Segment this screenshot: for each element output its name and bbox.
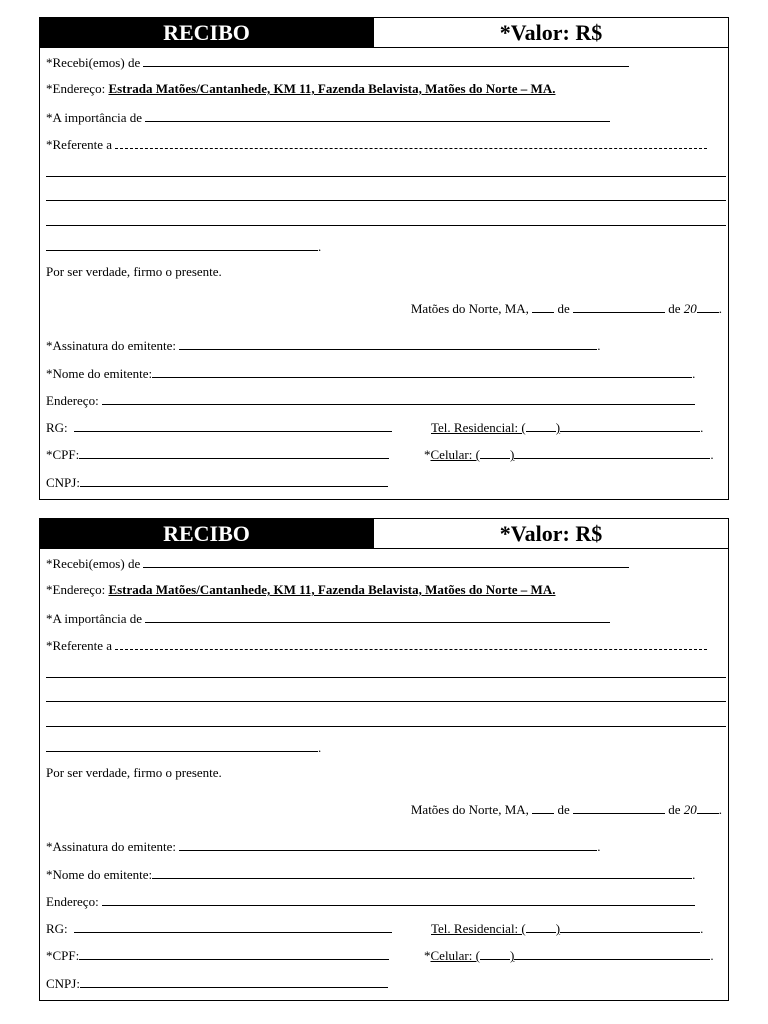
nome-field[interactable] <box>152 365 692 378</box>
importancia-label: *A importância de <box>46 110 143 125</box>
cnpj-label: CNPJ: <box>46 976 80 991</box>
cnpj-row <box>46 975 388 992</box>
assinatura-label: *Assinatura do emitente: <box>46 839 176 854</box>
paren-close: ) <box>509 447 515 462</box>
assinatura-row <box>46 838 600 855</box>
de-label-2: de <box>668 301 681 316</box>
endereco-value: Estrada Matões/Cantanhede, KM 11, Fazenda Belavista, Matões do Norte – MA. <box>108 81 556 96</box>
importancia-row <box>46 109 610 126</box>
endereco-value: Estrada Matões/Cantanhede, KM 11, Fazenda Belavista, Matões do Norte – MA. <box>108 582 556 597</box>
cnpj-field[interactable] <box>80 975 388 988</box>
referente-field[interactable] <box>115 637 707 650</box>
period: . <box>318 239 322 254</box>
referente-field[interactable] <box>115 136 707 149</box>
cnpj-label: CNPJ: <box>46 475 80 490</box>
cpf-row <box>46 446 389 463</box>
endereco-row <box>46 582 555 598</box>
verdade-text: Por ser verdade, firmo o presente. <box>46 765 222 780</box>
assinatura-field[interactable] <box>179 337 597 350</box>
period: . <box>692 867 696 882</box>
referente-last-row <box>46 238 321 255</box>
de-label-1: de <box>557 802 570 817</box>
assinatura-label: *Assinatura do emitente: <box>46 338 176 353</box>
cel-ddd-field[interactable] <box>480 446 510 459</box>
recebi-field[interactable] <box>143 555 629 568</box>
referente-line-4[interactable] <box>46 238 318 251</box>
referente-line-3[interactable] <box>46 726 726 727</box>
receipt-header <box>40 18 728 48</box>
cpf-label: *CPF: <box>46 948 80 963</box>
tel-label: Tel. Residencial: ( <box>431 921 526 936</box>
receipt-header <box>40 519 728 549</box>
year-prefix: 20 <box>683 802 697 817</box>
cel-label: Celular: ( <box>430 948 480 963</box>
assinatura-field[interactable] <box>179 838 597 851</box>
endereco2-field[interactable] <box>102 392 695 405</box>
referente-line-2[interactable] <box>46 701 726 702</box>
endereco2-label: Endereço: <box>46 894 99 909</box>
rg-field[interactable] <box>74 419 392 432</box>
period: . <box>597 338 601 353</box>
referente-line-1[interactable] <box>46 176 726 177</box>
tel-ddd-field[interactable] <box>526 419 556 432</box>
importancia-field[interactable] <box>145 610 610 623</box>
referente-label: *Referente a <box>46 137 113 152</box>
receipt-title: RECIBO <box>40 519 373 548</box>
cnpj-field[interactable] <box>80 474 388 487</box>
local-data-row <box>411 300 722 317</box>
rg-row <box>46 920 392 937</box>
period: . <box>700 921 704 936</box>
recebi-label: *Recebi(emos) de <box>46 55 141 70</box>
cel-ddd-field[interactable] <box>480 947 510 960</box>
valor-label: *Valor: R$ <box>373 18 728 47</box>
nome-label: *Nome do emitente: <box>46 867 153 882</box>
endereco-label: *Endereço: <box>46 81 106 96</box>
endereco2-row <box>46 893 695 910</box>
rg-row <box>46 419 392 436</box>
recebi-label: *Recebi(emos) de <box>46 556 141 571</box>
period: . <box>597 839 601 854</box>
receipt-2 <box>39 518 729 1001</box>
period: . <box>710 447 714 462</box>
cpf-row <box>46 947 389 964</box>
tel-ddd-field[interactable] <box>526 920 556 933</box>
local-data-row <box>411 801 722 818</box>
referente-row <box>46 637 707 654</box>
cpf-label: *CPF: <box>46 447 80 462</box>
recebi-field[interactable] <box>143 54 629 67</box>
importancia-label: *A importância de <box>46 611 143 626</box>
referente-last-row <box>46 739 321 756</box>
rg-field[interactable] <box>74 920 392 933</box>
recebi-row <box>46 555 629 572</box>
nome-row <box>46 866 695 883</box>
rg-label: RG: <box>46 921 68 936</box>
receipt-title: RECIBO <box>40 18 373 47</box>
day-field[interactable] <box>532 300 554 313</box>
period: . <box>718 301 722 316</box>
recebi-row <box>46 54 629 71</box>
tel-number-field[interactable] <box>560 419 700 432</box>
day-field[interactable] <box>532 801 554 814</box>
valor-label: *Valor: R$ <box>373 519 728 548</box>
nome-field[interactable] <box>152 866 692 879</box>
referente-row <box>46 136 707 153</box>
cel-number-field[interactable] <box>514 947 710 960</box>
tel-row <box>431 920 703 937</box>
cel-row <box>424 446 714 463</box>
paren-close: ) <box>555 921 561 936</box>
referente-line-4[interactable] <box>46 739 318 752</box>
paren-close: ) <box>555 420 561 435</box>
local-label: Matões do Norte, MA, <box>410 301 529 316</box>
de-label-2: de <box>668 802 681 817</box>
de-label-1: de <box>557 301 570 316</box>
tel-number-field[interactable] <box>560 920 700 933</box>
cpf-field[interactable] <box>79 947 389 960</box>
endereco-row <box>46 81 555 97</box>
cel-label: Celular: ( <box>430 447 480 462</box>
referente-label: *Referente a <box>46 638 113 653</box>
cnpj-row <box>46 474 388 491</box>
cel-asterisk: * <box>424 948 431 963</box>
referente-line-3[interactable] <box>46 225 726 226</box>
cpf-field[interactable] <box>79 446 389 459</box>
endereco2-label: Endereço: <box>46 393 99 408</box>
importancia-field[interactable] <box>145 109 610 122</box>
referente-line-2[interactable] <box>46 200 726 201</box>
period: . <box>700 420 704 435</box>
receipt-1 <box>39 17 729 500</box>
tel-label: Tel. Residencial: ( <box>431 420 526 435</box>
period: . <box>718 802 722 817</box>
rg-label: RG: <box>46 420 68 435</box>
cel-row <box>424 947 714 964</box>
month-field[interactable] <box>573 300 665 313</box>
year-field[interactable] <box>697 801 719 814</box>
assinatura-row <box>46 337 600 354</box>
endereco2-field[interactable] <box>102 893 695 906</box>
paren-close: ) <box>509 948 515 963</box>
nome-row <box>46 365 695 382</box>
cel-asterisk: * <box>424 447 431 462</box>
tel-row <box>431 419 703 436</box>
year-field[interactable] <box>697 300 719 313</box>
period: . <box>692 366 696 381</box>
verdade-text: Por ser verdade, firmo o presente. <box>46 264 222 279</box>
nome-label: *Nome do emitente: <box>46 366 153 381</box>
year-prefix: 20 <box>683 301 697 316</box>
period: . <box>318 740 322 755</box>
cel-number-field[interactable] <box>514 446 710 459</box>
importancia-row <box>46 610 610 627</box>
referente-line-1[interactable] <box>46 677 726 678</box>
period: . <box>710 948 714 963</box>
local-label: Matões do Norte, MA, <box>410 802 529 817</box>
endereco-label: *Endereço: <box>46 582 106 597</box>
month-field[interactable] <box>573 801 665 814</box>
endereco2-row <box>46 392 695 409</box>
